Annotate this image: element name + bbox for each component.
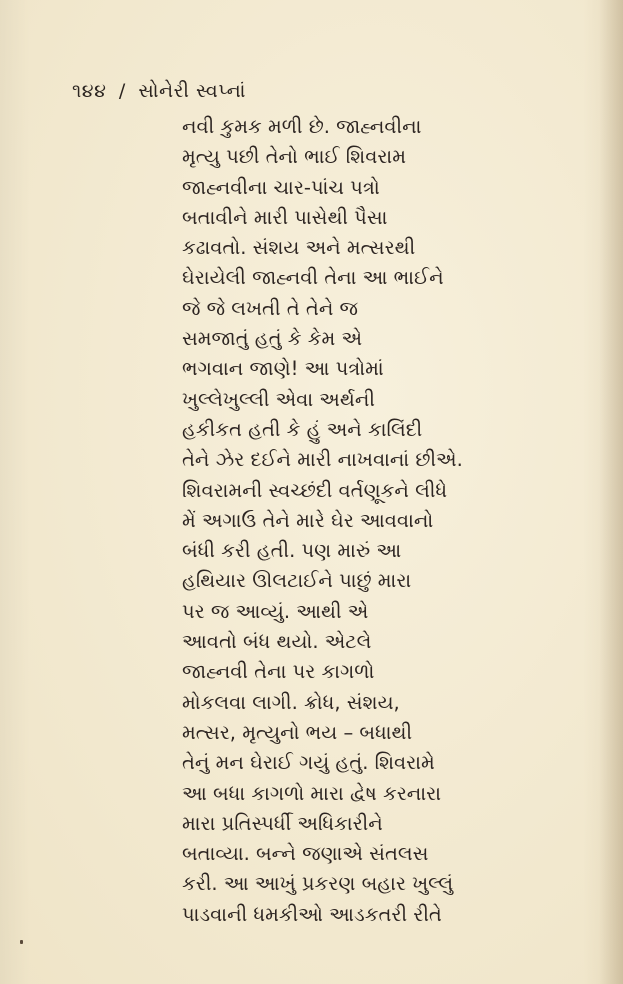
text-line: સમજાતું હતું કે કેમ એ (182, 327, 363, 351)
text-line: પર જ આવ્યું. આથી એ (182, 599, 369, 623)
text-line: કઢાવતો. સંશય અને મત્સરથી (182, 236, 416, 260)
running-head-separator: / (118, 80, 126, 102)
text-line: તેનું મન ઘેરાઈ ગયું હતું. શિવરામે (182, 751, 435, 775)
text-line: ખુલ્લેખુલ્લી એવા અર્થની (182, 387, 375, 411)
running-head (72, 80, 246, 102)
text-line: આ બધા કાગળો મારા દ્વેષ કરનારા (182, 781, 441, 805)
text-line: પાડવાની ધમકીઓ આડકતરી રીતે (182, 902, 442, 926)
text-line: બતાવીને મારી પાસેથી પૈસા (182, 205, 388, 229)
text-line: હકીકત હતી કે હું અને કાલિંદી (182, 417, 423, 441)
text-line: ભગવાન જાણે! આ પત્રોમાં (182, 357, 384, 381)
text-line: આવતો બંધ થયો. એટલે (182, 630, 372, 654)
text-line: હથિયાર ઊલટાઈને પાછું મારા (182, 569, 412, 593)
text-line: કરી. આ આખું પ્રકરણ બહાર ખુલ્લું (182, 872, 454, 896)
margin-speck (20, 940, 23, 944)
text-line: જાહ્નવી તેના પર કાગળો (182, 660, 375, 684)
text-line: તેને ઝેર દઈને મારી નાખવાનાં છીએ. (182, 448, 463, 472)
text-line: જાહ્નવીના ચાર-પાંચ પત્રો (182, 175, 380, 199)
text-line: બંધી કરી હતી. પણ મારું આ (182, 539, 402, 563)
body-text (182, 112, 592, 930)
text-line: બતાવ્યા. બન્ને જણાએ સંતલસ (182, 842, 429, 866)
text-line: મારા પ્રતિસ્પર્ધી અધિકારીને (182, 811, 383, 835)
text-line: મોકલવા લાગી. ક્રોધ, સંશય, (182, 690, 400, 714)
text-line: મેં અગાઉ તેને મારે ઘેર આવવાનો (182, 508, 434, 532)
text-line: મૃત્યુ પછી તેનો ભાઈ શિવરામ (182, 145, 406, 169)
text-line: મત્સર, મૃત્યુનો ભય – બધાથી (182, 720, 413, 744)
text-line: નવી કુમક મળી છે. જાહ્નવીના (182, 115, 422, 138)
page-number: ૧૪૪ (72, 80, 107, 102)
text-line: જે જે લખતી તે તેને જ (182, 296, 358, 320)
text-line: ઘેરાયેલી જાહ્નવી તેના આ ભાઈને (182, 266, 444, 290)
book-title: સોનેરી સ્વપ્નાં (138, 80, 246, 102)
text-line: શિવરામની સ્વચ્છંદી વર્તણૂકને લીધે (182, 478, 448, 502)
page-gutter-shadow (599, 0, 623, 984)
